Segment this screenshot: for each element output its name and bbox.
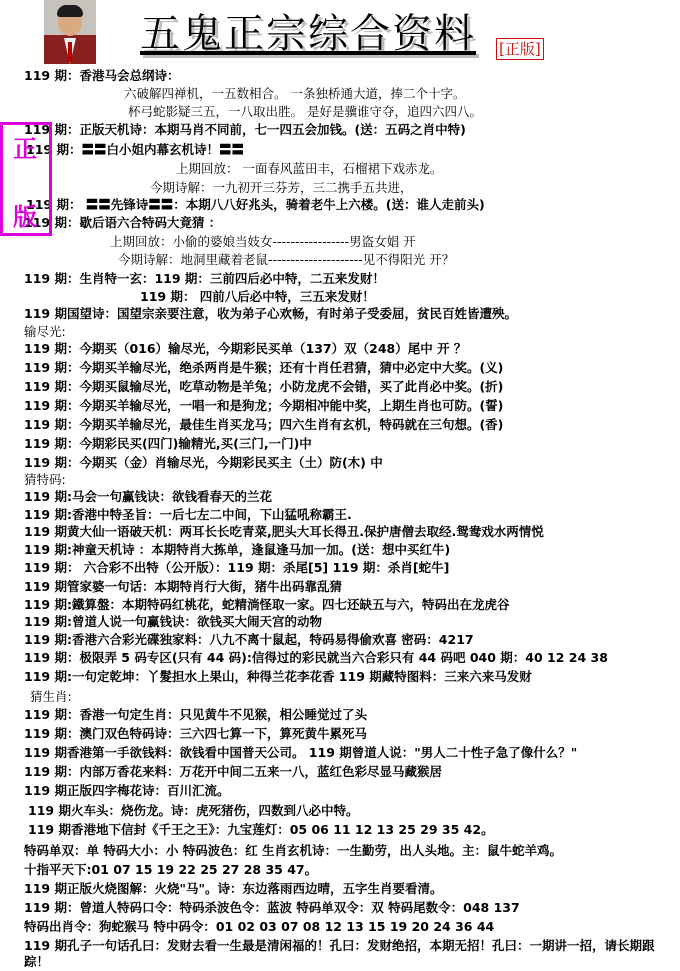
text-line: 119 期：内部万香花来料：万花开中间二五来一八，蓝红色彩尽显马藏猴居 xyxy=(24,764,442,779)
text-line: 今期诗解：一九初开三芬芳，三二携手五共进， xyxy=(150,180,413,195)
text-line: 119 期:马会一句赢钱诀：欲钱看春天的兰花 xyxy=(24,489,272,504)
side-stamp xyxy=(0,122,52,236)
version-badge: [正版] xyxy=(496,38,544,60)
text-line: 119 期：曾道人特码口令：特码杀波色令：蓝波 特码单双令：双 特码尾数令：048 137 xyxy=(24,900,520,915)
text-line: 119 期：今期买羊输尽光，绝杀两肖是牛猴；还有十肖任君猜，猜中必定中大奖。(义) xyxy=(24,360,504,375)
text-line: 猜生肖: xyxy=(30,689,72,704)
text-line: 119 期:鐵算盤：本期特码红桃花，蛇精淌怪取一家。四七还缺五与六，特码出在龙虎谷 xyxy=(24,597,510,612)
text-line: 六破解四禅机，一五数相合。 一条独桥通大道，捧二个十字。 xyxy=(124,86,466,101)
page-title: 五鬼正宗综合资料 xyxy=(140,11,476,57)
text-line: 119 期：正版天机诗：本期马肖不同前，七一四五会加钱。(送：五码之肖中特) xyxy=(24,122,466,137)
text-line: 119 期：今期彩民买(四门)输精光,买(三门,一门)中 xyxy=(24,436,312,451)
avatar xyxy=(44,0,96,64)
text-line: 119 期黄大仙一语破天机：两耳长长吃青菜,肥头大耳长得丑.保护唐僧去取经.鸳鸯戏水两情悦 xyxy=(24,524,544,539)
text-line: 今期诗解：地洞里藏着老鼠---------------------见不得阳光 开？ xyxy=(118,252,455,267)
side-stamp-char: 版 xyxy=(13,202,37,231)
text-line: 119 期：澳门双色特码诗：三六四七算一下，算死黄牛累死马 xyxy=(24,726,367,741)
text-line: 119 期:神童天机诗 ：本期特肖大拣单，逢鼠逢马加一加。(送：想中买红牛) xyxy=(24,542,451,557)
text-line: 119 期：今期买羊输尽光，最佳生肖买龙马；四六生肖有玄机，特码就在三句想。(香) xyxy=(24,417,504,432)
text-line: 119 期:香港中特圣旨：一后七左二中间，下山猛吼称霸王. xyxy=(24,507,352,522)
side-stamp-char: 正 xyxy=(13,134,37,163)
text-line: 119 期：今期买鼠输尽光，吃草动物是羊兔；小防龙虎不会错，买了此肖必中奖。(折) xyxy=(24,379,504,394)
text-line: 上期回放：小偷的婆娘当妓女-----------------男盗女娼 开 xyxy=(110,234,416,249)
text-line: 踪！ xyxy=(24,954,50,969)
text-line: 119 期孔子一句话孔曰：发财去看一生最是清闲福的！孔曰：发财绝招，本期无招！孔曰：一期讲一招，请长期跟 xyxy=(24,938,655,953)
text-line: 杯弓蛇影疑三五，一八取出胜。 是好是骥谁守夺，追四六四八。 xyxy=(128,104,482,119)
text-line: 119 期：生肖特一玄：119 期：三前四后必中特，二五来发财！ xyxy=(24,271,385,286)
text-line: 119 期管家婆一句话：本期特肖行大街，猪牛出码靠乱猜 xyxy=(24,579,342,594)
text-line: 特码出肖令：狗蛇猴马 特中码令：01 02 03 07 08 12 13 15 19 20 24 36 44 xyxy=(24,919,495,934)
text-line: 119 期火车头：烧伤龙。诗：虎死猪伤，四数到八必中特。 xyxy=(28,803,359,818)
text-line: 119 期：今期买（016）输尽光，今期彩民买单（137）双（248）尾中 开 ？ xyxy=(24,341,467,356)
text-line: 119 期：极限弄 5 码专区(只有 44 码):信得过的彩民就当六合彩只有 44 码吧 040 期：40 12 24 38 xyxy=(24,650,608,665)
text-line: 119 期:一句定乾坤：丫髮担水上果山，种得兰花李花香 119 期藏特图料：三来六来马发财 xyxy=(24,669,532,684)
text-line: 119 期:曾道人说一句赢钱诀：欲钱买大闹天宫的动物 xyxy=(24,614,322,629)
text-line: 119 期：今期买羊输尽光，一唱一和是狗龙；今期相冲能中奖，上期生肖也可防。(誓) xyxy=(24,398,504,413)
text-line: 119 期正版火烧图解：火烧"马"。诗：东边落雨西边晴，五字生肖要看清。 xyxy=(24,881,443,896)
text-line: 119 期： 六合彩不出特（公开版）：119 期：杀尾[5] 119 期：杀肖[蛇牛] xyxy=(24,560,450,575)
text-line: 119 期： 〓〓先锋诗〓〓：本期八八好兆头，骑着老牛上六楼。(送：谁人走前头) xyxy=(26,197,485,212)
text-line: 119 期：歇后语六合特码大竟猜 ： xyxy=(24,215,222,230)
text-line: 119 期：香港一句定生肖：只见黄牛不见猴，相公睡觉过了头 xyxy=(24,707,367,722)
text-line: 猜特码: xyxy=(24,472,66,487)
text-line: 十指平天下:01 07 15 19 22 25 27 28 35 47。 xyxy=(24,862,318,877)
text-line: 119 期：〓〓白小姐内幕玄机诗！〓〓 xyxy=(26,142,244,157)
text-line: 119 期香港第一手欲钱料：欲钱看中国普天公司。 119 期曾道人说："男人二十性子急了像什么？" xyxy=(24,745,578,760)
text-line: 119 期： 四前八后必中特，三五来发财！ xyxy=(140,289,375,304)
text-line: 119 期正版四字梅花诗：百川汇流。 xyxy=(24,783,230,798)
text-line: 119 期：今期买（金）肖输尽光，今期彩民买主（土）防(木) 中 xyxy=(24,455,383,470)
text-line: 119 期香港地下信封《千王之王》：九宝莲灯：05 06 11 12 13 25 29 35 42。 xyxy=(28,822,494,837)
text-line: 上期回放： 一面春风蓝田丰，石榴裙下戏赤龙。 xyxy=(176,161,443,176)
text-line: 输尽光: xyxy=(24,324,66,339)
text-line: 119 期：香港马会总纲诗： xyxy=(24,68,180,83)
text-line: 特码单双：单 特码大小：小 特码波色：红 生肖玄机诗：一生勤劳，出人头地。主：鼠牛蛇羊鸡。 xyxy=(24,843,563,858)
text-line: 119 期:香港六合彩光碟独家料：八九不离十鼠起，特码易得偷欢喜 密码：4217 xyxy=(24,632,474,647)
text-line: 119 期国望诗：国望宗亲要注意，收为弟子心欢畅，有时弟子受委屈，贫民百姓皆遭殃。 xyxy=(24,306,517,321)
